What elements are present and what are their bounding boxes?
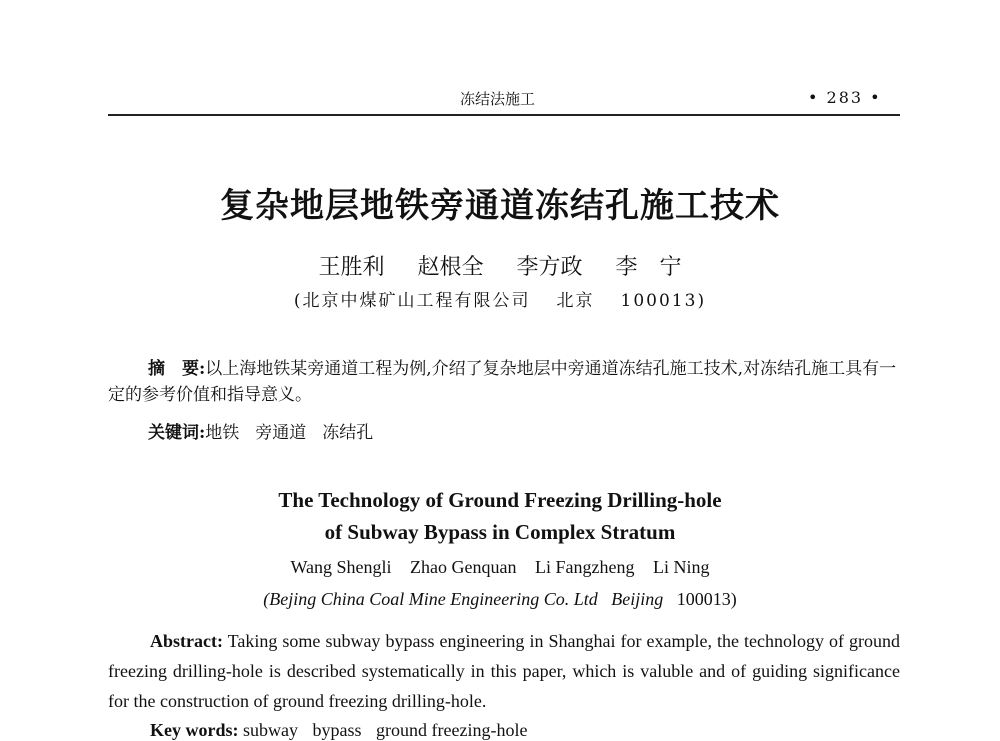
author-cn: 王胜利 — [318, 255, 385, 280]
keywords-cn-label: 关键词: — [148, 423, 206, 443]
authors-en — [0, 557, 1000, 578]
section-title: 冻结法施工 — [460, 90, 536, 108]
author-en: Wang Shengli — [290, 557, 392, 577]
title-en-line2: of Subway Bypass in Complex Stratum — [324, 520, 676, 544]
paper-title-en — [0, 484, 1000, 548]
keyword-cn: 冻结孔 — [322, 423, 374, 443]
abstract-cn-label: 摘 要: — [148, 359, 206, 379]
keyword-en: ground freezing-hole — [376, 720, 528, 740]
affiliation-zip: 100013) — [620, 291, 707, 311]
keyword-en: bypass — [312, 720, 362, 740]
keyword-cn: 旁通道 — [255, 423, 307, 443]
abstract-en-text: Taking some subway bypass engineering in Shanghai for example, the technology of ground freezing drilling-hole is described systematically in this paper, which is valuble and of guiding significance for the construction of ground freezing drilling-hole. — [108, 631, 900, 711]
title-en-line1: The Technology of Ground Freezing Drilling-hole — [278, 488, 722, 512]
running-head — [0, 88, 1000, 108]
affiliation-en — [0, 589, 1000, 610]
affiliation-city: 北京 — [556, 291, 595, 311]
page-number: • 283 • — [808, 88, 882, 107]
keyword-cn: 地铁 — [205, 423, 240, 443]
affiliation-org: (北京中煤矿山工程有限公司 — [293, 291, 531, 311]
author-cn: 赵根全 — [417, 255, 484, 280]
affiliation-en-org: (Bejing China Coal Mine Engineering Co. Ltd — [263, 589, 598, 609]
author-cn: 李 宁 — [615, 255, 682, 280]
affiliation-en-city: Beijing — [611, 589, 664, 609]
keyword-en: subway — [243, 720, 298, 740]
keywords-cn — [148, 418, 389, 443]
affiliation-cn — [0, 286, 1000, 311]
affiliation-en-zip: 100013) — [676, 589, 737, 609]
abstract-cn — [108, 356, 902, 408]
author-en: Zhao Genquan — [410, 557, 517, 577]
authors-cn — [0, 250, 1000, 281]
abstract-cn-text: 以上海地铁某旁通道工程为例,介绍了复杂地层中旁通道冻结孔施工技术,对冻结孔施工具有一定的参考价值和指导意义。 — [108, 359, 897, 405]
abstract-en-label: Abstract: — [150, 631, 223, 651]
author-en: Li Fangzheng — [535, 557, 635, 577]
header-rule — [108, 114, 900, 116]
abstract-en — [108, 626, 900, 716]
author-cn: 李方政 — [516, 255, 583, 280]
author-en: Li Ning — [653, 557, 710, 577]
paper-title-cn: 复杂地层地铁旁通道冻结孔施工技术 — [220, 186, 780, 226]
keywords-en — [150, 720, 537, 741]
keywords-en-label: Key words: — [150, 720, 239, 740]
